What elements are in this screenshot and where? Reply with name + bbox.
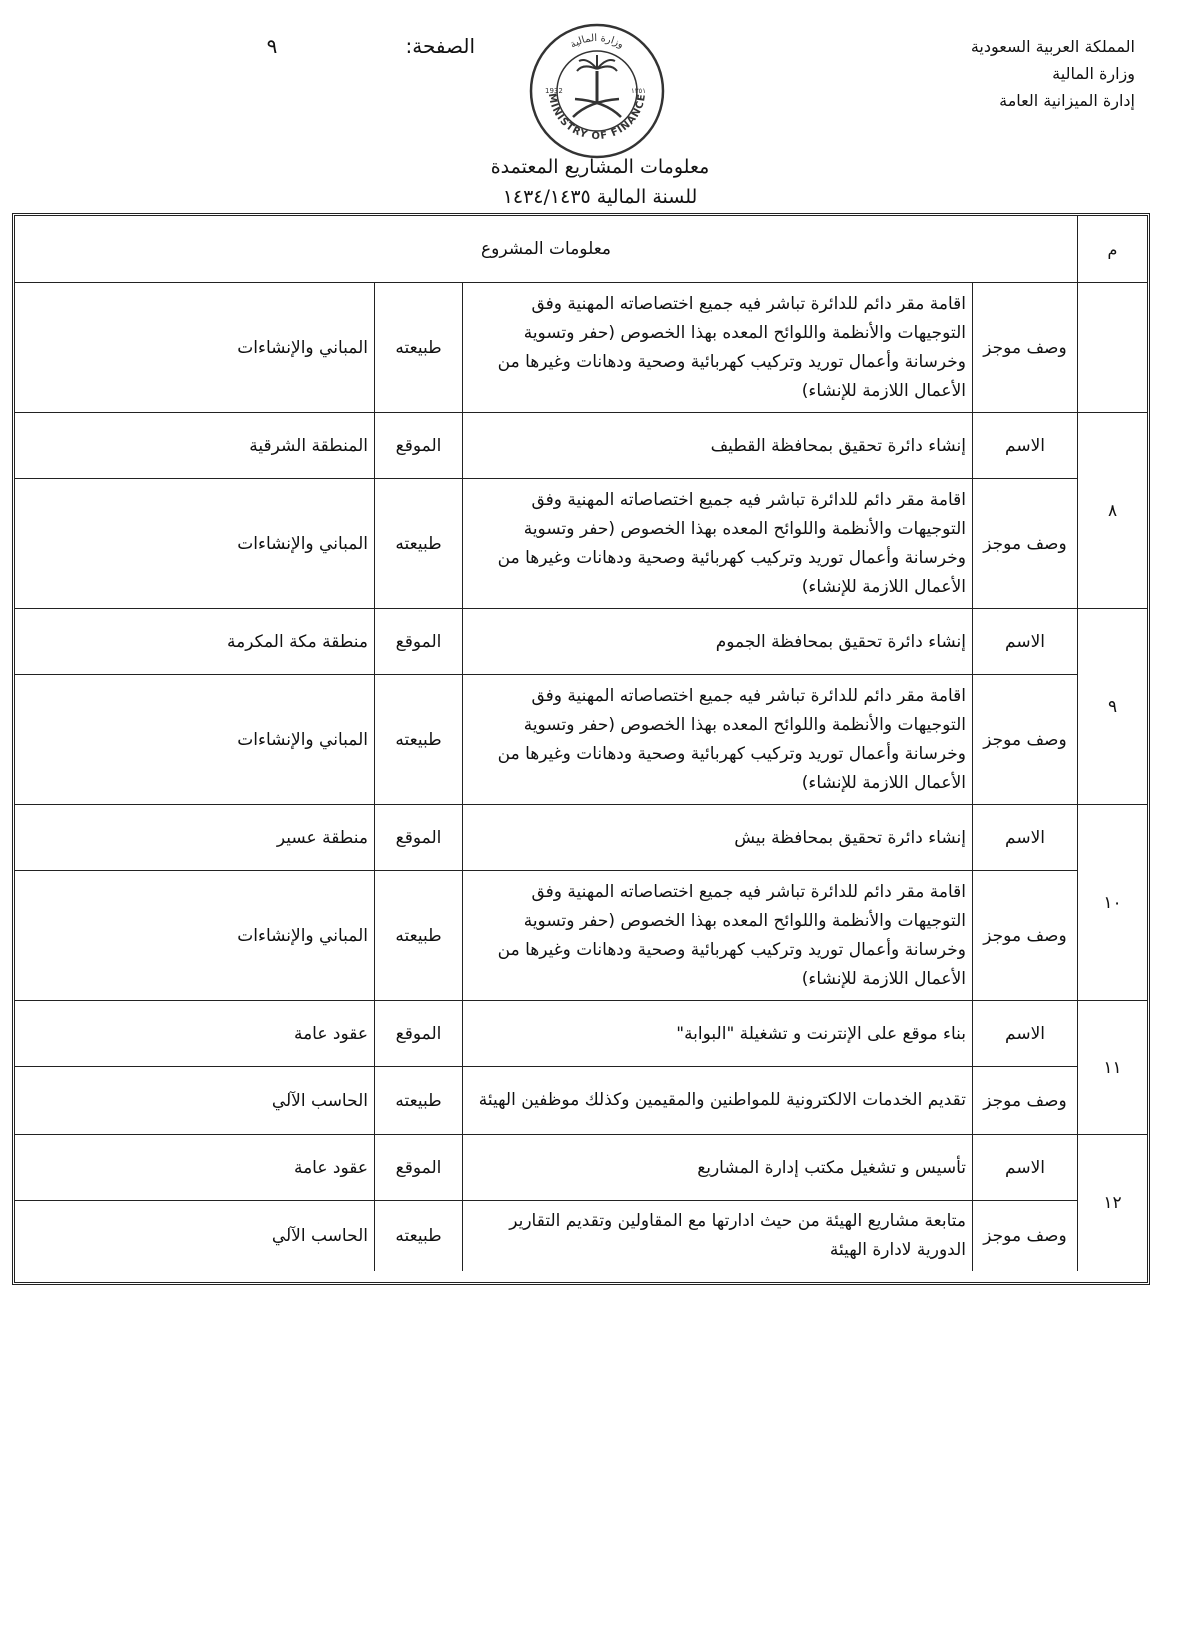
project-name: إنشاء دائرة تحقيق بمحافظة بيش: [462, 805, 972, 871]
page-label: الصفحة:: [405, 34, 475, 58]
label-location: الموقع: [374, 805, 462, 871]
label-desc: وصف موجز: [972, 1067, 1077, 1135]
project-name: إنشاء دائرة تحقيق بمحافظة القطيف: [462, 413, 972, 479]
label-name: الاسم: [972, 413, 1077, 479]
label-nature: طبيعته: [374, 1067, 462, 1135]
label-desc: وصف موجز: [972, 479, 1077, 609]
project-number: ١٠: [1077, 805, 1147, 1001]
project-description: اقامة مقر دائم للدائرة تباشر فيه جميع اختصاصاته المهنية وفق التوجيهات والأنظمة واللوائح المعده بهذا الخصوص (حفر وتسوية وخرسانة وأعمال توريد وتركيب كهربائية وصحية ودهانات وغيرها من الأعمال اللازمة للإنشاء): [462, 283, 972, 413]
label-name: الاسم: [972, 609, 1077, 675]
project-number: ١١: [1077, 1001, 1147, 1135]
label-desc: وصف موجز: [972, 675, 1077, 805]
label-nature: طبيعته: [374, 675, 462, 805]
project-nature: الحاسب الآلي: [15, 1067, 374, 1135]
ministry-seal-icon: [527, 21, 667, 161]
project-number: ٩: [1077, 609, 1147, 805]
column-header-project-info: معلومات المشروع: [15, 216, 1077, 283]
table-cell-number: [1077, 283, 1147, 413]
project-location: عقود عامة: [15, 1135, 374, 1201]
label-desc: وصف موجز: [972, 871, 1077, 1001]
project-name: بناء موقع على الإنترنت و تشغيلة "البوابة": [462, 1001, 972, 1067]
label-name: الاسم: [972, 805, 1077, 871]
svg-text:وزارة المالية: [569, 33, 626, 51]
project-description: اقامة مقر دائم للدائرة تباشر فيه جميع اختصاصاته المهنية وفق التوجيهات والأنظمة واللوائح المعده بهذا الخصوص (حفر وتسوية وخرسانة وأعمال توريد وتركيب كهربائية وصحية ودهانات وغيرها من الأعمال اللازمة للإنشاء): [462, 871, 972, 1001]
document-title: [350, 152, 850, 212]
project-name: إنشاء دائرة تحقيق بمحافظة الجموم: [462, 609, 972, 675]
label-nature: طبيعته: [374, 479, 462, 609]
project-number: ١٢: [1077, 1135, 1147, 1271]
label-nature: طبيعته: [374, 1201, 462, 1271]
label-nature: طبيعته: [374, 283, 462, 413]
project-nature: المباني والإنشاءات: [15, 283, 374, 413]
project-location: منطقة مكة المكرمة: [15, 609, 374, 675]
label-location: الموقع: [374, 413, 462, 479]
org-line-3: إدارة الميزانية العامة: [999, 91, 1135, 110]
title-line-2: للسنة المالية ١٤٣٤/١٤٣٥: [502, 186, 698, 208]
seal-english-text: MINISTRY OF FINANCE: [545, 92, 649, 143]
seal-arabic-text: وزارة المالية: [568, 32, 626, 51]
project-location: المنطقة الشرقية: [15, 413, 374, 479]
label-location: الموقع: [374, 1001, 462, 1067]
column-header-number: م: [1077, 216, 1147, 283]
project-location: عقود عامة: [15, 1001, 374, 1067]
label-nature: طبيعته: [374, 871, 462, 1001]
label-name: الاسم: [972, 1001, 1077, 1067]
label-desc: وصف موجز: [972, 283, 1077, 413]
ministry-header: [875, 33, 1135, 114]
project-nature: المباني والإنشاءات: [15, 675, 374, 805]
title-line-1: معلومات المشاريع المعتمدة: [490, 156, 710, 178]
project-description: اقامة مقر دائم للدائرة تباشر فيه جميع اختصاصاته المهنية وفق التوجيهات والأنظمة واللوائح المعده بهذا الخصوص (حفر وتسوية وخرسانة وأعمال توريد وتركيب كهربائية وصحية ودهانات وغيرها من الأعمال اللازمة للإنشاء): [462, 675, 972, 805]
label-name: الاسم: [972, 1135, 1077, 1201]
label-location: الموقع: [374, 1135, 462, 1201]
seal-year-1: 1932: [545, 87, 563, 95]
org-line-2: وزارة المالية: [1052, 64, 1135, 83]
label-location: الموقع: [374, 609, 462, 675]
projects-table: [12, 213, 1150, 1285]
project-nature: الحاسب الآلي: [271, 1226, 368, 1246]
project-description: اقامة مقر دائم للدائرة تباشر فيه جميع اختصاصاته المهنية وفق التوجيهات والأنظمة واللوائح المعده بهذا الخصوص (حفر وتسوية وخرسانة وأعمال توريد وتركيب كهربائية وصحية ودهانات وغيرها من الأعمال اللازمة للإنشاء): [462, 479, 972, 609]
seal-year-2: ١٣٥١: [631, 87, 647, 95]
project-nature: المباني والإنشاءات: [15, 871, 374, 1001]
page-number: ٩: [266, 34, 278, 58]
project-description: تقديم الخدمات الالكترونية للمواطنين والمقيمين وكذلك موظفين الهيئة: [462, 1067, 972, 1135]
org-line-1: المملكة العربية السعودية: [970, 37, 1135, 56]
project-name: تأسيس و تشغيل مكتب إدارة المشاريع: [462, 1135, 972, 1201]
project-location: منطقة عسير: [15, 805, 374, 871]
label-desc: وصف موجز: [972, 1201, 1077, 1271]
project-number: ٨: [1077, 413, 1147, 609]
project-description: متابعة مشاريع الهيئة من حيث ادارتها مع المقاولين وتقديم التقارير الدورية لادارة الهيئة: [462, 1201, 972, 1271]
project-nature: المباني والإنشاءات: [15, 479, 374, 609]
